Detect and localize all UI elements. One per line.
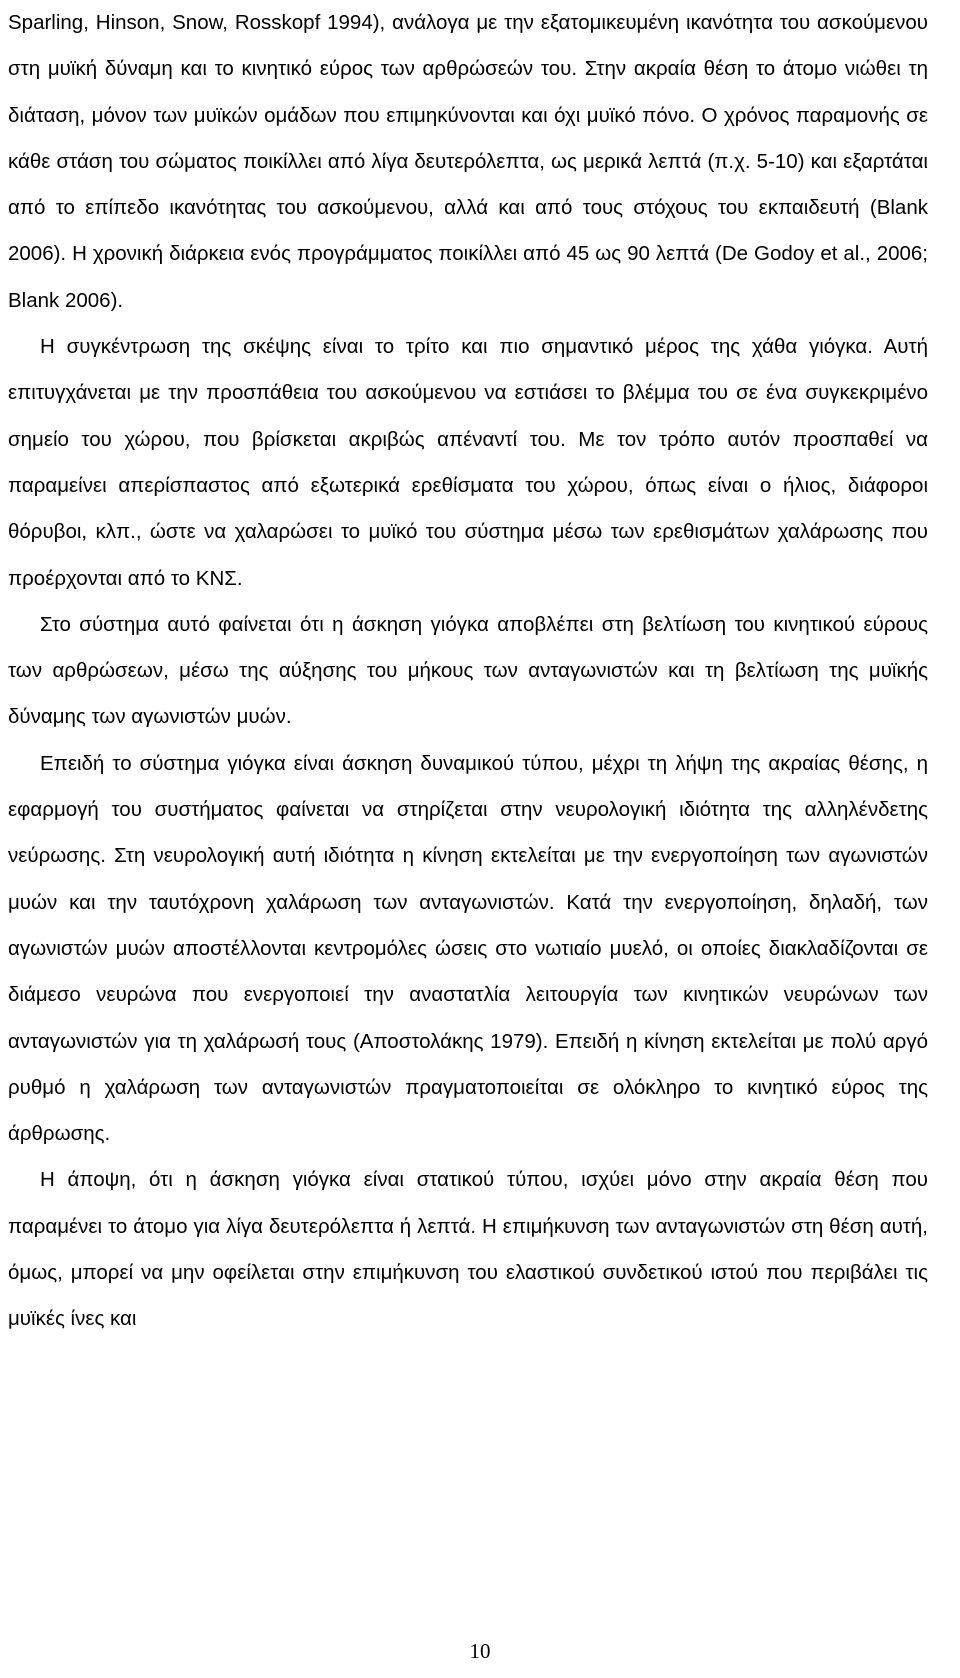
paragraph-4: Επειδή το σύστημα γιόγκα είναι άσκηση δυναμικού τύπου, μέχρι τη λήψη της ακραίας θέσης, η εφαρμογή του συστήματος φαίνεται να στηρίζεται στην νευρολογική ιδιότητα της αλληλένδετης νεύρωσης. Στη νευρολογική αυτή ιδιότητα η κίνηση εκτελείται με την ενεργοποίηση των αγωνιστών μυών και την ταυτόχρονη χαλάρωση των ανταγωνιστών. Κατά την ενεργοποίηση, δηλαδή, των αγωνιστών μυών αποστέλλονται κεντρομόλες ώσεις στο νωτιαίο μυελό, οι οποίες διακλαδίζονται σε διάμεσο νευρώνα που ενεργοποιεί την αναστατλία λειτουργία των κινητικών νευρώνων των ανταγωνιστών για τη χαλάρωσή τους (Αποστολάκης 1979). Επειδή η κίνηση εκτελείται με πολύ αργό ρυθμό η χαλάρωση των ανταγωνιστών πραγματοποιείται σε ολόκληρο το κινητικό εύρος της άρθρωσης. xyxy=(8,751,928,1146)
body-text xyxy=(8,0,928,1343)
page-number: 10 xyxy=(469,1639,491,1663)
paragraph-2: Η συγκέντρωση της σκέψης είναι το τρίτο και πιο σημαντικό μέρος της χάθα γιόγκα. Αυτή επιτυγχάνεται με την προσπάθεια του ασκούμενου να εστιάσει το βλέμμα του σε ένα συγκεκριμένο σημείο του χώρου, που βρίσκεται ακριβώς απέναντί του. Με τον τρόπο αυτόν προσπαθεί να παραμείνει απερίσπαστος από εξωτερικά ερεθίσματα του χώρου, όπως είναι ο ήλιος, διάφοροι θόρυβοι, κλπ., ώστε να χαλαρώσει το μυϊκό του σύστημα μέσω των ερεθισμάτων χαλάρωσης που προέρχονται από το ΚΝΣ. xyxy=(8,335,928,590)
paragraph-1: Sparling, Hinson, Snow, Rosskopf 1994), ανάλογα με την εξατομικευμένη ικανότητα του ασκούμενου στη μυϊκή δύναμη και το κινητικό εύρος των αρθρώσεών του. Στην ακραία θέση το άτομο νιώθει τη διάταση, μόνον των μυϊκών ομάδων που επιμηκύνονται και όχι μυϊκό πόνο. Ο χρόνος παραμονής σε κάθε στάση του σώματος ποικίλλει από λίγα δευτερόλεπτα, ως μερικά λεπτά (π.χ. 5-10) και εξαρτάται από το επίπεδο ικανότητας του ασκούμενου, αλλά και από τους στόχους του εκπαιδευτή (Blank 2006). Η χρονική διάρκεια ενός προγράμματος ποικίλλει από 45 ως 90 λεπτά (De Godoy et al., 2006; Blank 2006). xyxy=(8,11,928,312)
paragraph-5: Η άποψη, ότι η άσκηση γιόγκα είναι στατικού τύπου, ισχύει μόνο στην ακραία θέση που παραμένει το άτομο για λίγα δευτερόλεπτα ή λεπτά. Η επιμήκυνση των ανταγωνιστών στη θέση αυτή, όμως, μπορεί να μην οφείλεται στην επιμήκυνση του ελαστικού συνδετικού ιστού που περιβάλει τις μυϊκές ίνες και xyxy=(8,1168,928,1331)
paragraph-3: Στο σύστημα αυτό φαίνεται ότι η άσκηση γιόγκα αποβλέπει στη βελτίωση του κινητικού εύρους των αρθρώσεων, μέσω της αύξησης του μήκους των ανταγωνιστών και τη βελτίωση της μυϊκής δύναμης των αγωνιστών μυών. xyxy=(8,612,928,729)
